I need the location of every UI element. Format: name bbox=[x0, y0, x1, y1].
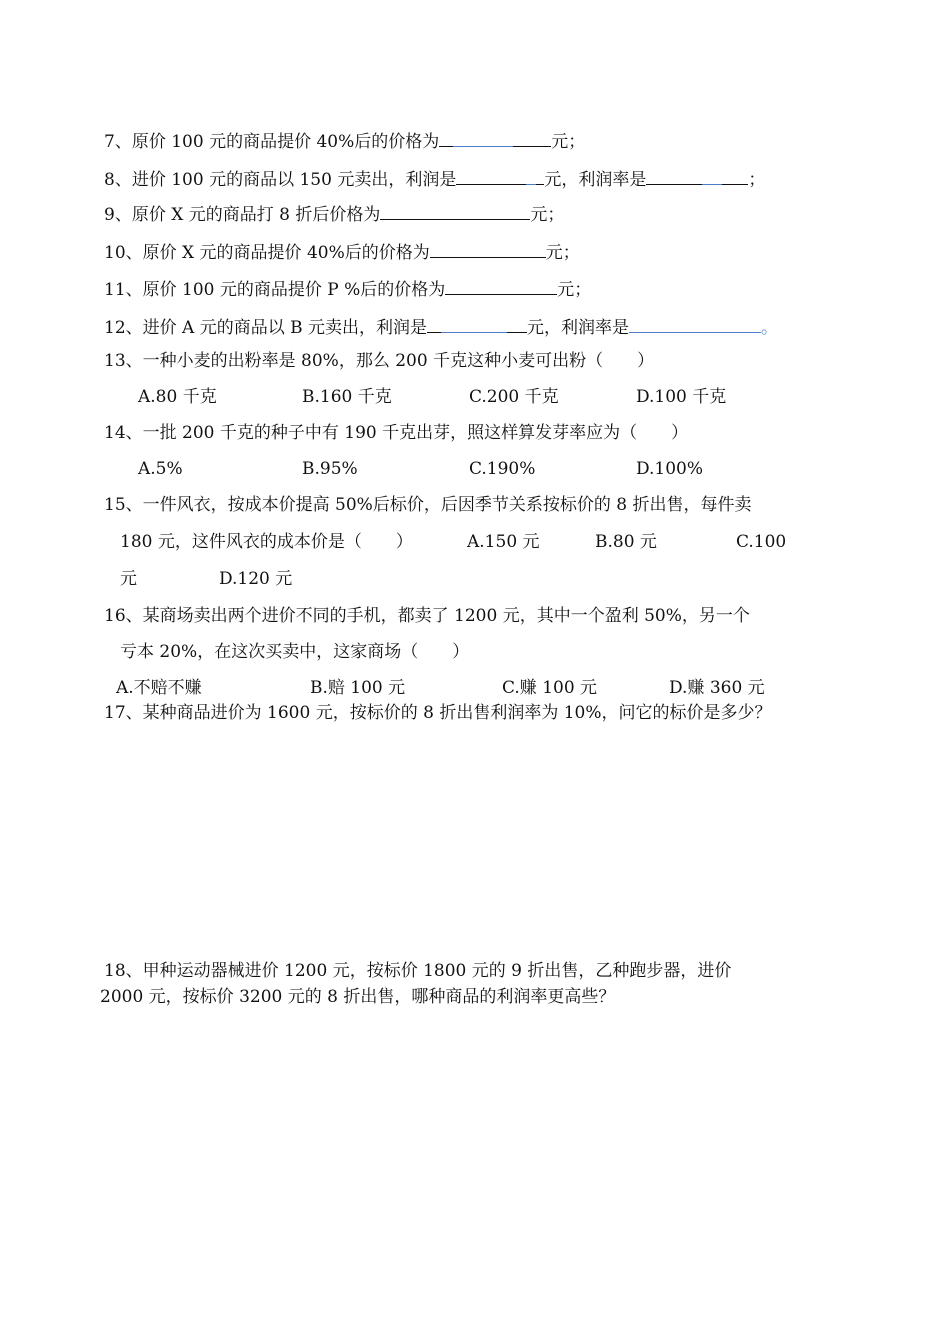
q13-option-c[interactable]: C.200 千克 bbox=[469, 387, 559, 407]
q8-text: 8、进价 100 元的商品以 150 元卖出，利润是 bbox=[104, 170, 457, 190]
q15-option-b[interactable]: B.80 元 bbox=[595, 532, 657, 552]
q15-option-d[interactable]: D.120 元 bbox=[219, 569, 293, 589]
question-14: 14、一批 200 千克的种子中有 190 千克出芽，照这样算发芽率应为（ ） bbox=[104, 423, 689, 443]
q10-unit: 元； bbox=[545, 243, 580, 263]
question-16-line-2: 亏本 20%，在这次买卖中，这家商场（ ） bbox=[120, 642, 470, 662]
question-8 bbox=[104, 166, 765, 192]
question-11 bbox=[104, 276, 591, 302]
q14-option-b[interactable]: B.95% bbox=[302, 459, 358, 479]
q15-option-c-unit: 元 bbox=[120, 569, 137, 589]
q12-text: 12、进价 A 元的商品以 B 元卖出，利润是 bbox=[104, 318, 428, 338]
q13-option-a[interactable]: A.80 千克 bbox=[138, 387, 217, 407]
question-10 bbox=[104, 239, 580, 265]
q16-option-c[interactable]: C.赚 100 元 bbox=[502, 678, 598, 698]
q7-blank[interactable] bbox=[439, 128, 551, 147]
q7-text: 7、原价 100 元的商品提价 40%后的价格为 bbox=[104, 132, 440, 152]
q11-text: 11、原价 100 元的商品提价 P %后的价格为 bbox=[104, 280, 446, 300]
q8-rate-blank[interactable] bbox=[646, 166, 748, 185]
question-18-line-1: 18、甲种运动器械进价 1200 元，按标价 1800 元的 9 折出售，乙种跑步器，进价 bbox=[104, 961, 732, 981]
q13-option-b[interactable]: B.160 千克 bbox=[302, 387, 392, 407]
question-15-line-2: 180 元，这件风衣的成本价是（ ） bbox=[120, 532, 413, 552]
question-12 bbox=[104, 314, 778, 340]
q11-unit: 元； bbox=[557, 280, 592, 300]
q12-end: 。 bbox=[761, 318, 779, 338]
question-15-line-1: 15、一件风衣，按成本价提高 50%后标价，后因季节关系按标价的 8 折出售，每件卖 bbox=[104, 495, 752, 515]
q13-option-d[interactable]: D.100 千克 bbox=[636, 387, 727, 407]
q8-mid: 元，利润率是 bbox=[544, 170, 647, 190]
q10-text: 10、原价 X 元的商品提价 40%后的价格为 bbox=[104, 243, 430, 263]
question-16-line-1: 16、某商场卖出两个进价不同的手机，都卖了 1200 元，其中一个盈利 50%，另一个 bbox=[104, 606, 750, 626]
q12-rate-blank[interactable] bbox=[629, 314, 761, 333]
q16-option-b[interactable]: B.赔 100 元 bbox=[310, 678, 406, 698]
q14-option-a[interactable]: A.5% bbox=[138, 459, 183, 479]
q14-option-c[interactable]: C.190% bbox=[469, 459, 536, 479]
q10-blank[interactable] bbox=[430, 239, 546, 258]
q9-blank[interactable] bbox=[380, 201, 530, 220]
q8-end: ； bbox=[748, 170, 766, 190]
q16-option-d[interactable]: D.赚 360 元 bbox=[669, 678, 765, 698]
q16-option-a[interactable]: A.不赔不赚 bbox=[116, 678, 202, 698]
question-9 bbox=[104, 201, 564, 227]
question-18-line-2: 2000 元，按标价 3200 元的 8 折出售，哪种商品的利润率更高些？ bbox=[100, 987, 616, 1007]
question-7 bbox=[104, 128, 585, 154]
q12-mid: 元，利润率是 bbox=[527, 318, 630, 338]
question-13: 13、一种小麦的出粉率是 80%，那么 200 千克这种小麦可出粉（ ） bbox=[104, 351, 655, 371]
q9-text: 9、原价 X 元的商品打 8 折后价格为 bbox=[104, 205, 381, 225]
q14-option-d[interactable]: D.100% bbox=[636, 459, 704, 479]
q8-profit-blank[interactable] bbox=[456, 166, 544, 185]
q11-blank[interactable] bbox=[445, 276, 557, 295]
q15-option-a[interactable]: A.150 元 bbox=[467, 532, 540, 552]
q7-unit: 元； bbox=[551, 132, 586, 152]
q12-profit-blank[interactable] bbox=[427, 314, 527, 333]
q9-unit: 元； bbox=[530, 205, 565, 225]
q15-option-c[interactable]: C.100 bbox=[736, 532, 787, 552]
question-17: 17、某种商品进价为 1600 元，按标价的 8 折出售利润率为 10%，问它的标价是多少？ bbox=[104, 703, 772, 723]
